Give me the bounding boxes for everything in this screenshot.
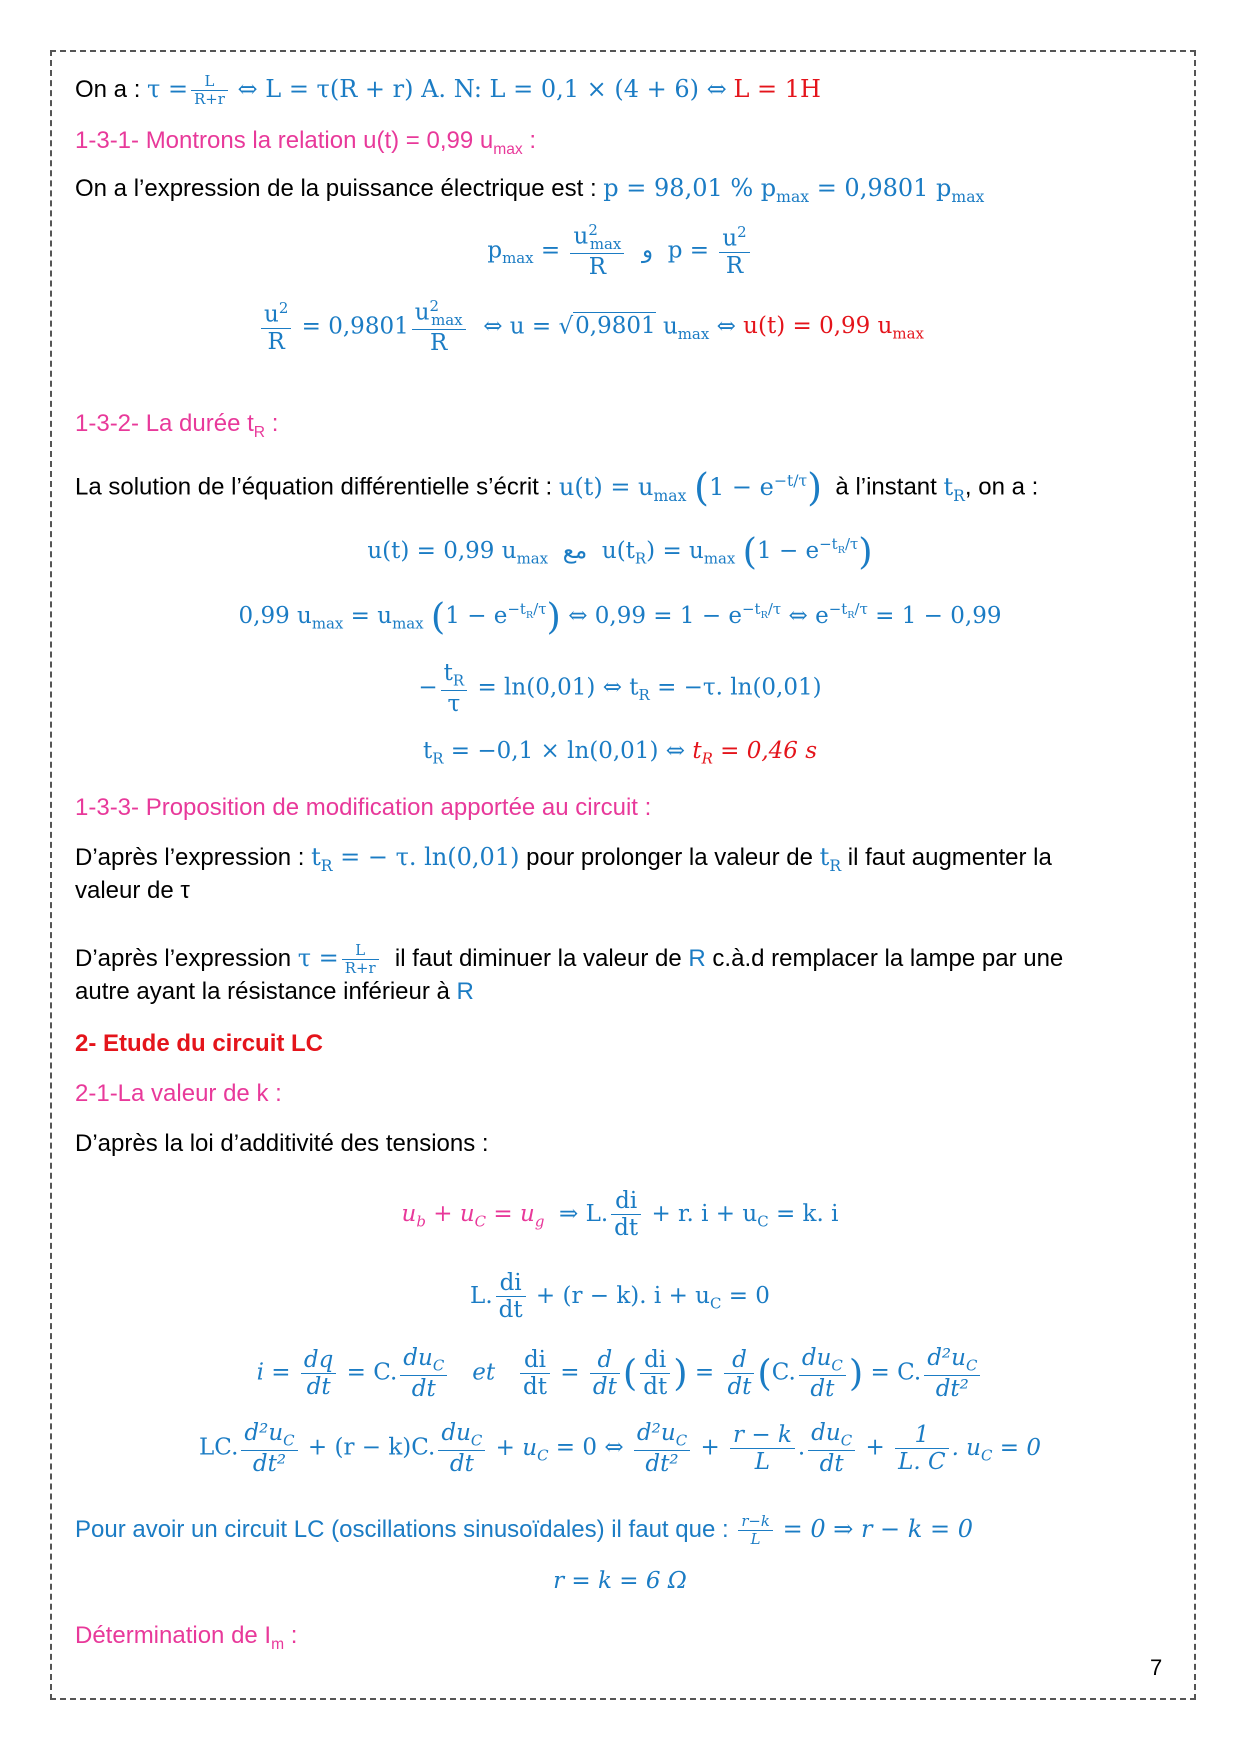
paragraph-diminish-2: autre ayant la résistance inférieur à R <box>75 978 474 1005</box>
equation-r-k: r = k = 6 Ω <box>553 1568 687 1594</box>
equation-h: LC. $\frac{d^2u_C}{\text{dt²}}$ + (r − k)C. $\frac{du_C}{dt}$ + $u_C = 0$ ⇔ $\frac{d^2u_C}{\text{dt²}}$ + $\frac{r - k}{L}$ . $\frac{du_C}{dt}$ + $\frac{1}{L. C}$ . $u_C = 0$ <box>199 1420 1041 1477</box>
section-2-1-title: 2-1-La valeur de k : <box>75 1080 282 1107</box>
equation-d: $t_R = -0,1 \times \ln(0,01)$ ⇔ $t_R = 0,46$ s <box>422 738 818 768</box>
line-inductance: On a : τ = $\frac{L}{R+r}$ ⇔ L = τ(R + r) A. N: L = 0,1 × (4 + 6) ⇔ L = 1H <box>75 72 821 109</box>
equation-f: L. $\frac{di}{dt}$ + (r − k). $i + u_C = 0$ <box>470 1270 770 1324</box>
equation-a: u(t) = 0,99 $u_{max}$ مع $u(t_R) = u_{max}$ $(1 - e^{-t_R/\tau})$ <box>367 530 873 573</box>
equation-u-root: $\frac{u^2}{R}$ = 0,9801 $\frac{u^2_{max}}{R}$ ⇔ u = √0,9801 $u_{max}$ ⇔ u(t) = 0,99 $u_{max}$ <box>258 298 924 357</box>
section-1-3-3-title: 1-3-3- Proposition de modification apportée au circuit : <box>75 794 652 821</box>
fraction-tau: $\frac{L}{R+r}$ <box>191 73 228 108</box>
section-im-title: Détermination de $I_m$ : <box>75 1622 298 1653</box>
equation-b: 0,99 $u_{max} = u_{max}$ $(1 - e^{-t_R/\tau})$ ⇔ $0,99 = 1 - e^{-t_R/\tau}$ ⇔ $e^{-t_R/\tau} = 1 - 0,99$ <box>238 595 1002 638</box>
line-power: On a l’expression de la puissance électrique est : p = 98,01 % $p_{max} = 0,9801$ $p_{max}$ <box>75 174 985 206</box>
paragraph-prolong-2: valeur de τ <box>75 877 190 904</box>
section-2-title: 2- Etude du circuit LC <box>75 1030 324 1057</box>
page-number: 7 <box>1150 1655 1163 1680</box>
equation-g: i = $\frac{dq}{dt}$ = C. $\frac{du_C}{dt}$ et $\frac{di}{dt}$ = $\frac{d}{dt}$ ( $\frac{di}{dt}$ ) = $\frac{d}{dt}$ (C. $\frac{du_C}{dt}$ ) = C. $\frac{d^2u_C}{\text{dt²}}$ <box>0 1345 1240 1402</box>
paragraph-lc-condition: Pour avoir un circuit LC (oscillations sinusoïdales) il faut que : $\frac{r-k}{L}$ = 0 ⇒ r − k = 0 <box>75 1512 973 1549</box>
equation-e: $u_b + u_C = u_g$ ⇒ L. $\frac{di}{dt}$ + r. $i + u_C = k$. i <box>401 1188 839 1242</box>
paragraph-prolong: D’après l’expression : $t_R$ = − τ. ln(0,01) pour prolonger la valeur de $t_R$ il faut augmenter la <box>75 843 1052 875</box>
equation-pmax: $p_{max}$ = $\frac{u^2_{max}}{R}$ و p = $\frac{u^2}{R}$ <box>0 222 1240 281</box>
paragraph-diminish: D’après l’expression τ = $\frac{L}{R+r}$ il faut diminuer la valeur de R c.à.d remplacer la lampe par une <box>75 941 1064 978</box>
section-1-3-2-title: 1-3-2- La durée $t_R$ : <box>75 410 279 441</box>
paragraph-additivity: D’après la loi d’additivité des tensions : <box>75 1130 489 1157</box>
line-solution: La solution de l’équation différentielle s’écrit : $u(t) = u_{max}$ $(1 - e^{-t/\tau})$ à l’instant $t_R$, on a : <box>75 465 1039 510</box>
section-1-3-1-title: 1-3-1- Montrons la relation u(t) = 0,99 $u_{max}$ : <box>75 127 537 158</box>
equation-c: − $\frac{t_R}{\tau}$ = ln(0,01) ⇔ $t_R = -\tau$. ln(0,01) <box>418 660 822 717</box>
